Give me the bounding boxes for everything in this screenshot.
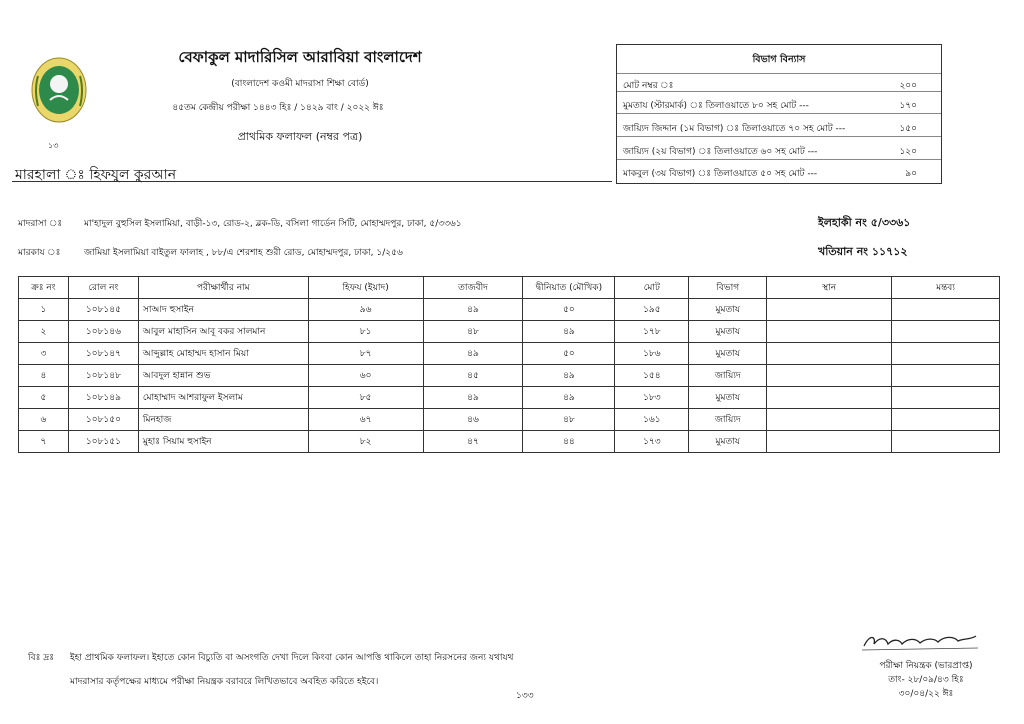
serial-cell: ১ (19, 299, 69, 321)
diniyat-score-cell: ৪৪ (523, 431, 615, 453)
sign-date-hijri: তাং- ২৮/০৯/৪৩ হিঃ (888, 675, 964, 685)
tajweed-score-cell: ৪৯ (423, 299, 523, 321)
note-text-line2: মাদরাসার কর্তৃপক্ষের মাধ্যমে পরীক্ষা নিয়ন্ত্রক বরাবরে লিখিতভাবে অবহিত করিতে হইবে। (70, 677, 379, 687)
table-row (19, 343, 1000, 365)
division-value: ১৫০ (899, 124, 917, 134)
tajweed-score-cell: ৪৮ (423, 321, 523, 343)
division-cell: জায়্যিদ (689, 409, 767, 431)
markaz-label: মারকায ঃ (18, 248, 61, 258)
serial-cell: ৭ (19, 431, 69, 453)
organization-name: বেফাকুল মাদারিসিল আরাবিয়া বাংলাদেশ (178, 48, 422, 66)
roll-cell: ১০৮১৪৬ (68, 321, 138, 343)
hifz-score-cell: ৮৭ (308, 343, 423, 365)
roll-cell: ১০৮১৪৭ (68, 343, 138, 365)
division-label: জায়্যিদ (২য় বিভাগ) ঃ তিলাওয়াতে ৬০ সহ মোট --- (623, 147, 818, 157)
remarks-cell (892, 431, 1000, 453)
table-row (19, 431, 1000, 453)
total-score-cell: ১৮৩ (615, 387, 689, 409)
student-name-cell: আবুল মাহাসিন আবূ বকর সালমান (138, 321, 308, 343)
diniyat-score-cell: ৪৯ (523, 387, 615, 409)
hifz-score-cell: ৬৭ (308, 409, 423, 431)
hifz-score-cell: ৮৫ (308, 387, 423, 409)
tajweed-score-cell: ৪৫ (423, 365, 523, 387)
total-score-cell: ১৮৬ (615, 343, 689, 365)
remarks-cell (892, 409, 1000, 431)
total-score-cell: ১৭৩ (615, 431, 689, 453)
division-value: ১২০ (899, 147, 917, 157)
division-label: মোট নম্বর ঃ (623, 81, 674, 91)
table-header-row (19, 277, 1000, 299)
total-score-cell: ১৬১ (615, 409, 689, 431)
tajweed-score-cell: ৪৯ (423, 387, 523, 409)
tajweed-score-cell: ৪৯ (423, 343, 523, 365)
division-separator (617, 159, 941, 160)
tajweed-score-cell: ৪৬ (423, 409, 523, 431)
document-title: প্রাথমিক ফলাফল (নম্বর পত্র) (237, 130, 363, 143)
column-header: মোট (615, 277, 689, 299)
remarks-cell (892, 321, 1000, 343)
diniyat-score-cell: ৫০ (523, 299, 615, 321)
division-label: জায়্যিদ জিদ্দান (১ম বিভাগ) ঃ তিলাওয়াতে ৭০ সহ মোট --- (623, 124, 846, 134)
controller-signature (858, 628, 982, 654)
board-logo (30, 56, 88, 126)
roll-cell: ১০৮১৪৫ (68, 299, 138, 321)
position-cell (767, 365, 892, 387)
results-table-body (19, 299, 1000, 453)
heading-divider (12, 181, 612, 182)
division-separator (617, 113, 941, 114)
remarks-cell (892, 299, 1000, 321)
division-label: মাকবুল (৩য় বিভাগ) ঃ তিলাওয়াতে ৫০ সহ মোট --- (623, 169, 818, 179)
total-score-cell: ১৫৪ (615, 365, 689, 387)
division-cell: মুমতায (689, 321, 767, 343)
diniyat-score-cell: ৫০ (523, 343, 615, 365)
division-value: ১৭০ (899, 101, 917, 111)
position-cell (767, 343, 892, 365)
remarks-cell (892, 365, 1000, 387)
exam-session: ৪৫তম কেন্দ্রীয় পরীক্ষা ১৪৪৩ হিঃ / ১৪২৯ বাং / ২০২২ ঈঃ (172, 103, 384, 113)
table-row (19, 387, 1000, 409)
column-header: রোল নং (68, 277, 138, 299)
roll-cell: ১০৮১৪৮ (68, 365, 138, 387)
division-cell: মুমতায (689, 343, 767, 365)
note-text-line1: ইহা প্রাথমিক ফলাফল। ইহাতে কোন বিচ্যুতি বা অসংগতি দেখা দিলে কিংবা কোন আপত্তি থাকিলে তাহা নিরসনের জন্য যথাযথ (70, 653, 514, 663)
tajweed-score-cell: ৪৭ (423, 431, 523, 453)
diniyat-score-cell: ৪৯ (523, 321, 615, 343)
roll-cell: ১০৮১৫০ (68, 409, 138, 431)
serial-cell: ৪ (19, 365, 69, 387)
division-cell: মুমতায (689, 431, 767, 453)
division-value: ২০০ (899, 81, 917, 91)
total-score-cell: ১৭৮ (615, 321, 689, 343)
position-cell (767, 409, 892, 431)
remarks-cell (892, 343, 1000, 365)
total-score-cell: ১৯৫ (615, 299, 689, 321)
position-cell (767, 321, 892, 343)
student-name-cell: মিনহাজ (138, 409, 308, 431)
division-cell: মুমতায (689, 387, 767, 409)
column-header: মন্তব্য (892, 277, 1000, 299)
note-label: বিঃ দ্রঃ (28, 653, 55, 663)
madrasa-label: মাদরাসা ঃ (18, 219, 63, 229)
ilhaki-number: ইলহাকী নং ৫/৩৩৬১ (818, 216, 911, 229)
organization-subtitle: (বাংলাদেশ কওমী মাদরাসা শিক্ষা বোর্ড) (231, 79, 369, 89)
hifz-score-cell: ৯৬ (308, 299, 423, 321)
khatian-number: খতিয়ান নং ১১৭১২ (818, 245, 908, 258)
column-header: স্থান (767, 277, 892, 299)
serial-cell: ৬ (19, 409, 69, 431)
division-separator (617, 136, 941, 137)
student-name-cell: মুহাঃ সিয়াম হুসাইন (138, 431, 308, 453)
column-header: তাজবীদ (423, 277, 523, 299)
sign-date-gregorian: ৩০/০৪/২২ ঈঃ (898, 689, 954, 699)
diniyat-score-cell: ৪৮ (523, 409, 615, 431)
position-cell (767, 431, 892, 453)
hifz-score-cell: ৬০ (308, 365, 423, 387)
page-number: ১৩৩ (516, 691, 534, 701)
division-cell: মুমতায (689, 299, 767, 321)
student-name-cell: আবদুল হান্নান শুভ (138, 365, 308, 387)
student-name-cell: আব্দুল্লাহ মোহাম্মদ হাসান মিয়া (138, 343, 308, 365)
markaz-value: জামিয়া ইসলামিয়া বাইতুল ফালাহ , ৮৮/এ শেরশাহ শুরী রোড, মোহাম্মদপুর, ঢাকা, ১/২৫৬ (84, 248, 403, 258)
table-row (19, 409, 1000, 431)
roll-cell: ১০৮১৫১ (68, 431, 138, 453)
division-separator (617, 91, 941, 92)
remarks-cell (892, 387, 1000, 409)
student-name-cell: সাআদ হুসাইন (138, 299, 308, 321)
column-header: পরীক্ষার্থীর নাম (138, 277, 308, 299)
division-cell: জায়্যিদ (689, 365, 767, 387)
division-criteria-box (616, 44, 942, 184)
serial-cell: ২ (19, 321, 69, 343)
table-row (19, 299, 1000, 321)
madrasa-value: মা'হাদুল বুহুসিল ইসলামিয়া, বাড়ী-১৩, রোড-২, ব্লক-ডি, বসিলা গার্ডেন সিটি, মোহাম্মদপুর, ঢাকা, ৫/৩৩৬১ (84, 219, 462, 229)
hifz-score-cell: ৮১ (308, 321, 423, 343)
column-header: বিভাগ (689, 277, 767, 299)
column-header: হিফয (ইয়াদ) (308, 277, 423, 299)
results-table (18, 276, 1000, 453)
roll-cell: ১০৮১৪৯ (68, 387, 138, 409)
column-header: ক্রঃ নং (19, 277, 69, 299)
logo-number: ১৩ (48, 141, 59, 150)
marhala-heading: মারহালা ঃ হিফযুল কুরআন (15, 167, 177, 183)
hifz-score-cell: ৮২ (308, 431, 423, 453)
division-label: মুমতায (স্টারমার্ক) ঃ তিলাওয়াতে ৮০ সহ মোট --- (623, 101, 809, 111)
division-separator (617, 73, 941, 74)
serial-cell: ৫ (19, 387, 69, 409)
student-name-cell: মোহাম্মাদ আশরাফুল ইসলাম (138, 387, 308, 409)
position-cell (767, 387, 892, 409)
table-row (19, 321, 1000, 343)
division-value: ৯০ (905, 169, 917, 179)
table-row (19, 365, 1000, 387)
serial-cell: ৩ (19, 343, 69, 365)
controller-title: পরীক্ষা নিয়ন্ত্রক (ভারপ্রাপ্ত) (879, 661, 973, 671)
diniyat-score-cell: ৪৯ (523, 365, 615, 387)
position-cell (767, 299, 892, 321)
column-header: দ্বীনিয়াত (মৌখিক) (523, 277, 615, 299)
division-box-title: বিভাগ বিন্যাস (752, 54, 806, 65)
